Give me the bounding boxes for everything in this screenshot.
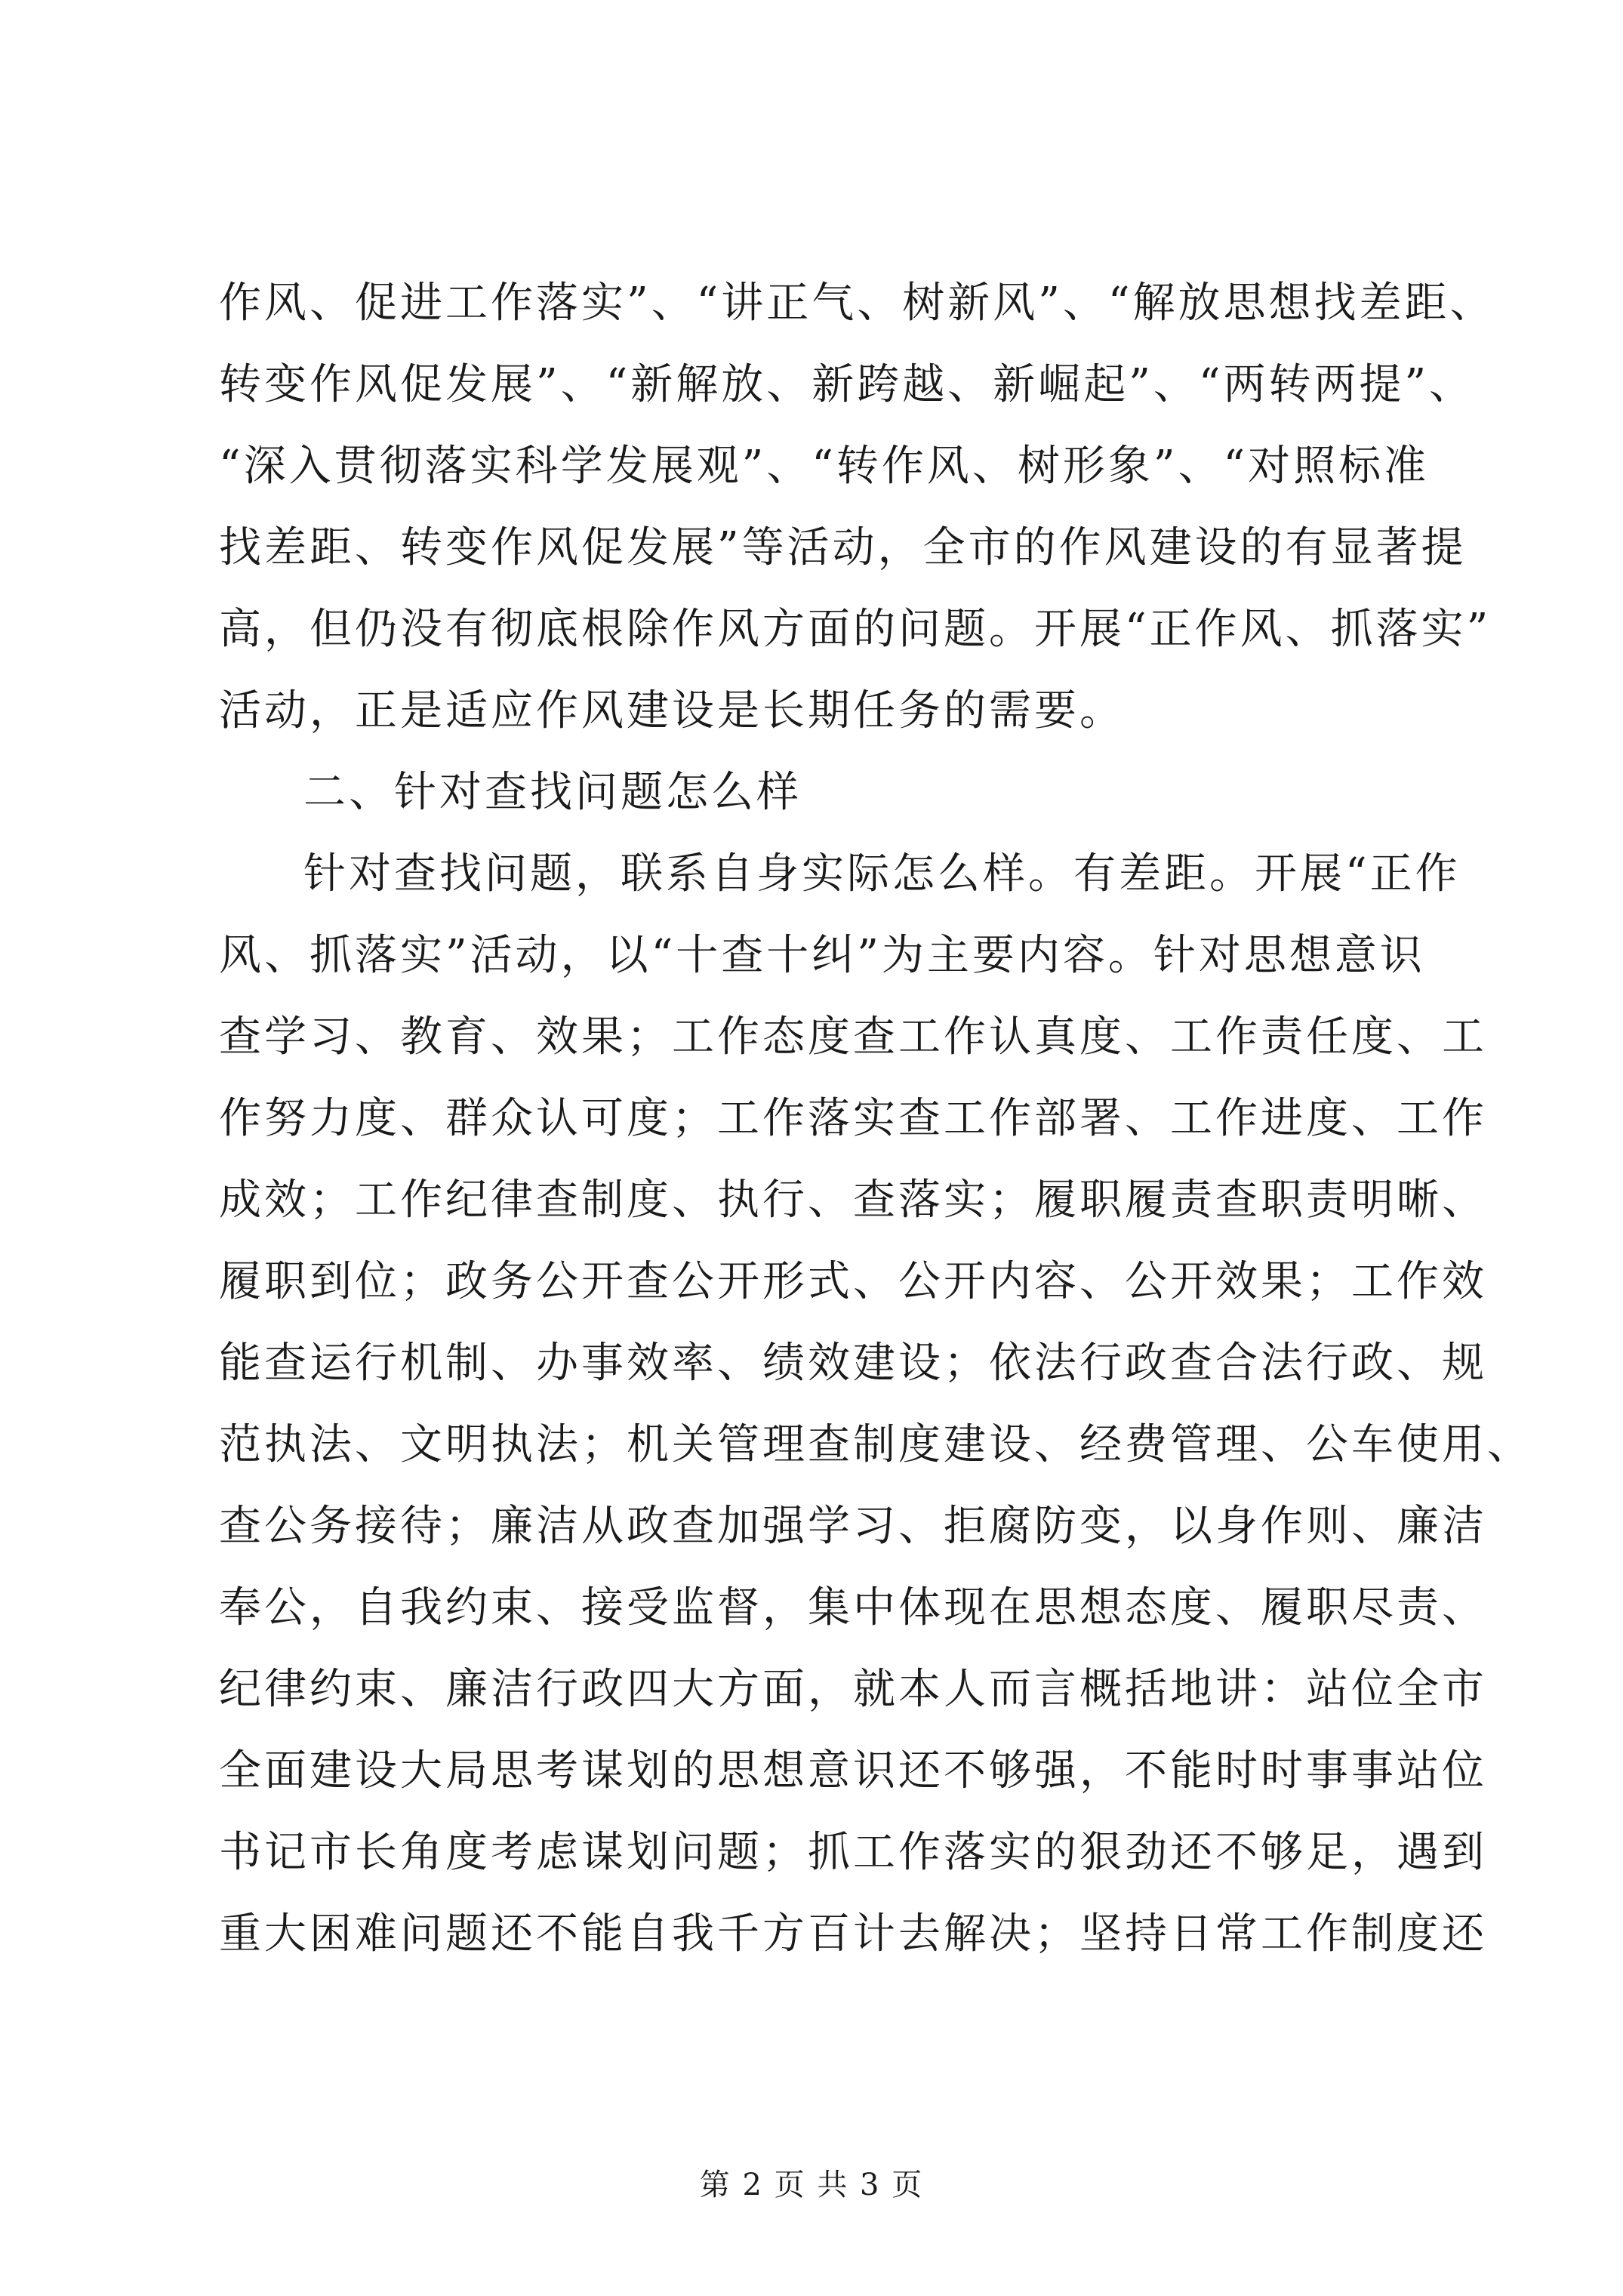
text-line: 查学习、教育、效果；工作态度查工作认真度、工作责任度、工 <box>219 1012 1487 1062</box>
text-line: 纪律约束、廉洁行政四大方面，就本人而言概括地讲：站位全市 <box>219 1665 1487 1714</box>
text-line: 作风、促进工作落实”、“讲正气、树新风”、“解放思想找差距、 <box>219 279 1495 328</box>
text-line: 书记市长角度考虑谋划问题；抓工作落实的狠劲还不够足，遇到 <box>219 1828 1487 1877</box>
text-line: 查公务接待；廉洁从政查加强学习、拒腐防变，以身作则、廉洁 <box>219 1502 1487 1551</box>
text-line: 转变作风促发展”、“新解放、新跨越、新崛起”、“两转两提”、 <box>219 360 1475 409</box>
text-line: 能查运行机制、办事效率、绩效建设；依法行政查合法行政、规 <box>219 1339 1487 1388</box>
section-heading: 二、针对查找问题怎么样 <box>303 768 802 817</box>
text-line: 奉公，自我约束、接受监督，集中体现在思想态度、履职尽责、 <box>219 1583 1487 1632</box>
text-line: 履职到位；政务公开查公开形式、公开内容、公开效果；工作效 <box>219 1257 1487 1306</box>
paragraph-first-line: 针对查找问题，联系自身实际怎么样。有差距。开展“正作 <box>303 849 1461 898</box>
text-line: 成效；工作纪律查制度、执行、查落实；履职履责查职责明晰、 <box>219 1176 1487 1225</box>
text-line: 活动，正是适应作风建设是长期任务的需要。 <box>219 686 1125 735</box>
page-number-footer: 第 2 页 共 3 页 <box>699 2168 924 2202</box>
text-line: 高，但仍没有彻底根除作风方面的问题。开展“正作风、抓落实” <box>219 605 1492 654</box>
text-line: 风、抓落实”活动，以“十查十纠”为主要内容。针对思想意识 <box>219 931 1425 980</box>
text-line: 找差距、转变作风促发展”等活动，全市的作风建设的有显著提 <box>219 523 1467 572</box>
text-line: 作努力度、群众认可度；工作落实查工作部署、工作进度、工作 <box>219 1094 1487 1143</box>
text-line: 重大困难问题还不能自我千方百计去解决；坚持日常工作制度还 <box>219 1909 1487 1959</box>
text-line: 全面建设大局思考谋划的思想意识还不够强，不能时时事事站位 <box>219 1746 1487 1795</box>
text-line: 范执法、文明执法；机关管理查制度建设、经费管理、公车使用、 <box>219 1420 1532 1469</box>
text-line: “深入贯彻落实科学发展观”、“转作风、树形象”、“对照标准 <box>219 442 1430 491</box>
body-text <box>219 263 1532 1975</box>
